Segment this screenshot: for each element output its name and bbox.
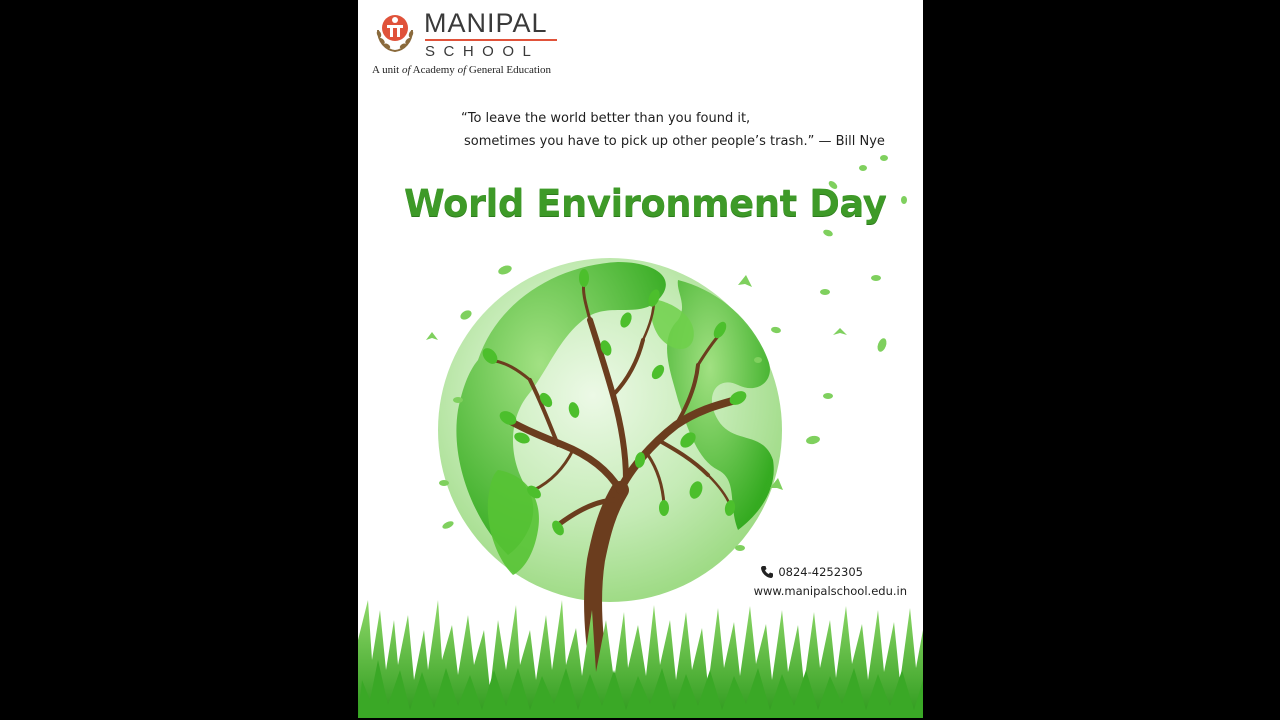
poster — [358, 0, 923, 718]
contact-info — [754, 563, 907, 602]
logo-tagline — [372, 64, 551, 76]
tagline-of: of — [401, 64, 411, 76]
quote-line-1: “To leave the world better than you found it, — [461, 111, 751, 126]
logo-divider — [425, 39, 557, 41]
globe — [438, 258, 782, 602]
logo-school: SCHOOL — [425, 43, 540, 60]
contact-phone — [754, 563, 863, 581]
quote-line-2: sometimes you have to pick up other people’s trash.” — Bill Nye — [464, 134, 885, 149]
tagline-part: General Education — [466, 64, 552, 76]
phone-number: 0824-4252305 — [778, 565, 863, 579]
grass — [358, 600, 923, 718]
school-logo — [372, 8, 562, 78]
phone-icon — [760, 565, 774, 579]
website-link[interactable]: www.manipalschool.edu.in — [753, 584, 907, 598]
tagline-of: of — [457, 64, 467, 76]
globe-tree-illustration — [358, 0, 923, 718]
tagline-part: Academy — [410, 64, 458, 76]
emblem-icon — [372, 10, 418, 54]
tagline-part: A unit — [372, 64, 402, 76]
logo-name: MANIPAL — [424, 8, 548, 38]
headline: World Environment Day — [404, 182, 887, 225]
